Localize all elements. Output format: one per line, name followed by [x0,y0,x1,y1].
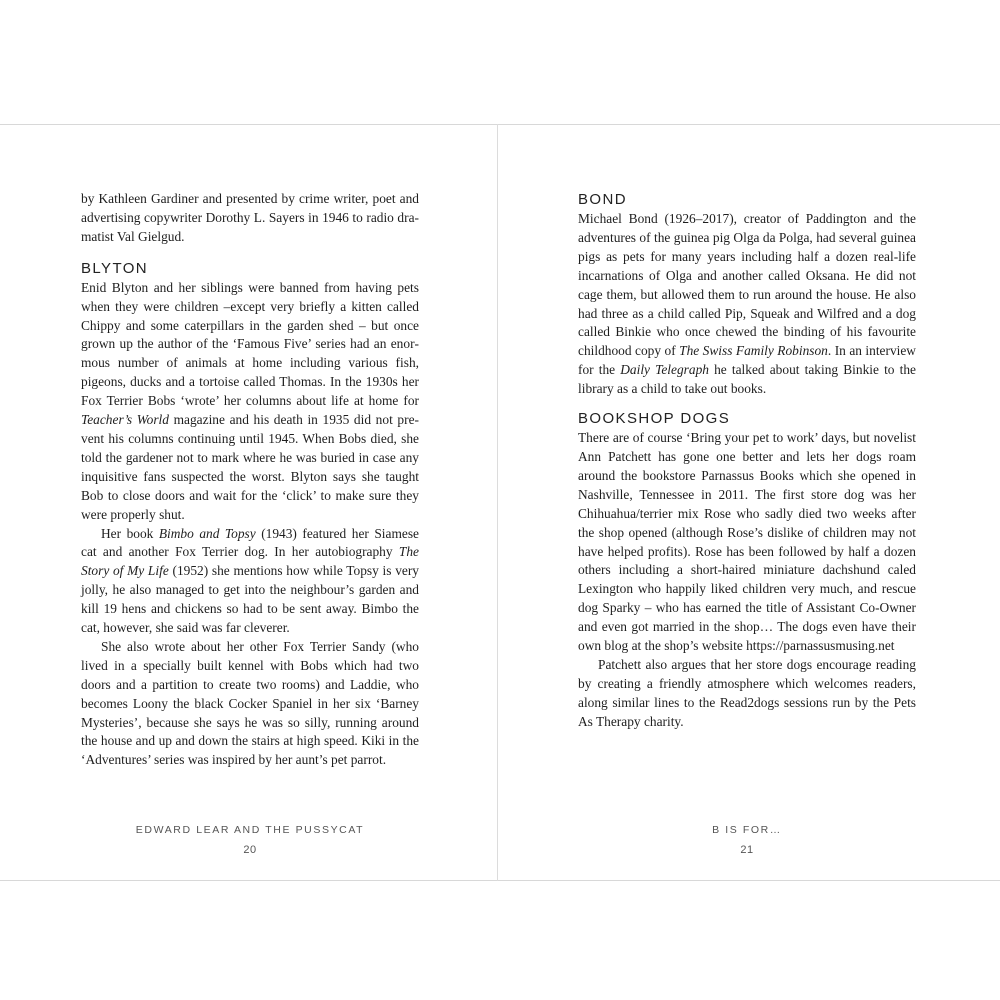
top-edge [0,124,1000,125]
left-page [81,190,419,770]
right-page [578,190,916,732]
blyton-paragraph-1 [81,279,419,525]
blyton-p2-title-b: The Story of My Life [81,544,419,579]
blyton-p2-post: (1952) she mentions how while Topsy is very jolly, he also managed to get into the neighbour’s garden and kill 19 hens and chickens so had to be sent away. Bimbo the cat, however, she said was far cleverer. [81,563,419,636]
bond-paragraph [578,210,916,399]
bottom-edge [0,880,1000,881]
book-gutter [497,124,498,881]
left-footer [81,820,419,860]
blyton-p1-title: Teacher’s World [81,412,169,428]
blyton-paragraph-3: She also wrote about her other Fox Terrier Sandy (who lived in a specially built kennel with Bobs which had two doors and a partition to create two rooms) and Laddie, who becomes Loony the black Cocker Spaniel in her six ‘Barney Mysteries’, because she says he was so silly, running around the house and up and down the stairs at high speed. Kiki in the ‘Adventures’ series was inspired by her aunt’s pet parrot. [81,638,419,768]
blyton-paragraph-2 [81,525,419,638]
blyton-p2-pre: Her book [101,525,159,541]
heading-bond: BOND [578,191,627,208]
blyton-p1-text: Enid Blyton and her siblings were banned from having pets when they were children –except very briefly a kitten called Chippy and some caterpillars in the garden shed – but once grown up the author of the ‘Famous Five’ series had an enormous number of animals at home including various fish, pigeons, ducks and a tortoise called Thomas. In the 1930s her Fox Terrier Bobs ‘wrote’ her columns about life at home for [81,279,419,409]
blyton-p2-title-a: Bimbo and Topsy [158,525,256,541]
bookshop-paragraph-1: There are of course ‘Bring your pet to work’ days, but novelist Ann Patchett has gone one better and lets her dogs roam around the bookstore Parnassus Books which she opened in Nashville, Tennessee in 2011. The first store dog was her Chihuahua/terrier mix Rose who sadly died two weeks after the shop opened (although Rose’s dislike of children may not have helped profits). Rose has been followed by half a dozen others including a short-haired miniature dachshund caled Lexington who happily liked children very much, and rescue dog Sparky – who has earned the title of Assistant Co-Owner and even got married in the shop… The dogs even have their own blog at the shop’s website https://parnassusmusing.net [578,430,916,654]
running-title-left: EDWARD LEAR AND THE PUSSYCAT [135,824,365,836]
bond-p1-title-a: The Swiss Family Robinson [679,343,828,359]
right-footer [578,820,916,860]
heading-blyton: BLYTON [81,259,149,277]
running-title-right: B IS FOR… [712,824,782,836]
bond-p1-post: he talked about taking Binkie to the library as a child to take out books. [578,362,916,397]
bookshop-paragraph-2: Patchett also argues that her store dogs encourage reading by creating a friendly atmosphere which welcomes readers, along similar lines to the Read2dogs sessions run by the Pets As Therapy charity. [578,656,916,729]
blyton-p1-text-b: magazine and his death in 1935 did not prevent his columns continuing until 1945. When Bobs died, she told the gardener not to mark where he was buried in case any inquisitive fans suspected the worst. Blyton says she taught Bob to close doors and wait for the ‘click’ to make sure they were properly shut. [81,412,420,522]
blyton-p2-mid: (1943) featured her Siamese cat and another Fox Terrier dog. In her autobiography [81,525,419,560]
bond-p1-title-b: Daily Telegraph [620,362,709,378]
bond-p1-pre: Michael Bond (1926–2017), creator of Paddington and the adventures of the guinea pig Olga da Polga, had several guinea pigs as pets for many years including half a dozen real-life incarnations of Olga and another called Oksana. He did not cage them, but allowed them to run around the house. He also had three as a child called Pip, Squeak and Wilfred and a dog called Binkie who once chewed the binding of his favourite childhood copy of [578,211,916,359]
page-number-left: 20 [243,844,257,856]
heading-bookshop-dogs: BOOKSHOP DOGS [578,410,731,428]
page-number-right: 21 [740,844,754,856]
intro-paragraph: by Kathleen Gardiner and presented by crime writer, poet and advertising copywriter Dorothy L. Sayers in 1946 to radio dramatist Val Gielgud. [81,191,419,244]
bond-p1-mid: . In an interview for the [578,343,916,378]
